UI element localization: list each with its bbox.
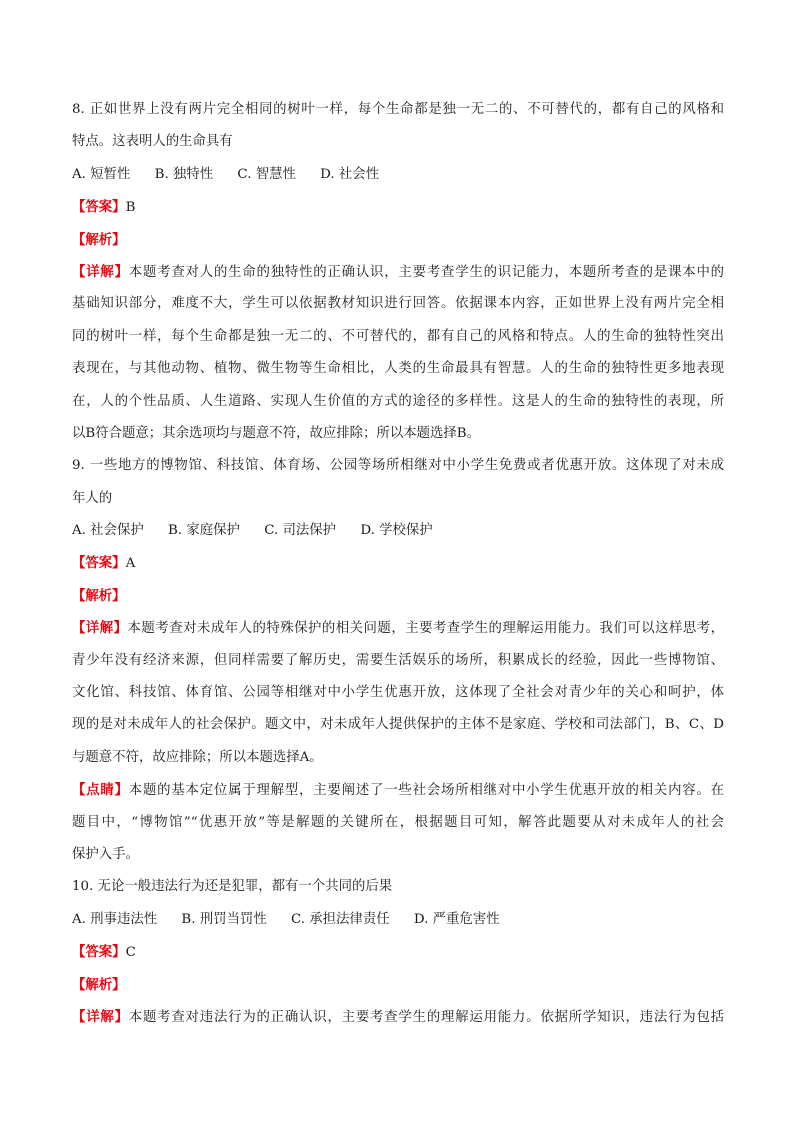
answer-value: A (125, 556, 136, 572)
option-d: D. 严重危害性 (413, 911, 500, 927)
option-b: B. 刑罚当罚性 (181, 911, 267, 927)
detail-line: 【详解】本题考查对未成年人的特殊保护的相关问题，主要考查学生的理解运用能力。我们可以这样思考， (72, 620, 724, 637)
detail-line: 表现在，与其他动物、植物、微生物等生命相比，人类的生命最具有智慧。人的生命的独特性更多地表现 (72, 361, 724, 377)
points-line: 保护入手。 (72, 846, 139, 862)
analysis-tag: 【解析】 (72, 587, 126, 604)
question-stem-line: 年人的 (72, 490, 113, 506)
option-b: B. 家庭保护 (168, 523, 240, 539)
detail-line: 现的是对未成年人的社会保护。题文中，对未成年人提供保护的主体不是家庭、学校和司法部门，B、C、D (72, 717, 724, 733)
detail-line: 【详解】本题考查对违法行为的正确认识，主要考查学生的理解运用能力。依据所学知识，违法行为包括 (72, 1008, 724, 1025)
analysis-tag: 【解析】 (72, 231, 126, 248)
analysis-tag: 【解析】 (72, 976, 126, 993)
question-stem-line: 8. 正如世界上没有两片完全相同的树叶一样，每个生命都是独一无二的、不可替代的，都有自己的风格和 (72, 102, 724, 117)
answer-tag: 【答案】 (72, 944, 126, 961)
analysis-row (72, 224, 724, 256)
options-row (72, 904, 724, 936)
points-tag: 【点睛】 (72, 782, 129, 799)
option-a: A. 刑事违法性 (72, 911, 158, 927)
detail-line: 文化馆、科技馆、体育馆、公园等相继对中小学生优惠开放，这体现了全社会对青少年的关心和呵护，体 (72, 685, 724, 701)
answer-row (72, 547, 724, 579)
document-page (72, 94, 724, 1033)
detail-line: 青少年没有经济来源，但同样需要了解历史，需要生活娱乐的场所，积累成长的经验，因此一些博物馆、 (72, 652, 724, 668)
option-c: C. 承担法律责任 (290, 911, 390, 927)
question-8 (72, 94, 724, 450)
detail-line: 与题意不符，故应排除；所以本题选择A。 (72, 749, 323, 765)
question-9 (72, 450, 724, 871)
detail-tag: 【详解】 (72, 620, 128, 637)
question-stem-line: 9. 一些地方的博物馆、科技馆、体育场、公园等场所相继对中小学生免费或者优惠开放。这体现了对未成 (72, 458, 724, 474)
points-line: 题目中，“博物馆”“优惠开放”等是解题的关键所在，根据题目可知，解答此题要从对未成年人的社会 (72, 814, 724, 830)
answer-tag: 【答案】 (72, 199, 126, 216)
question-10 (72, 871, 724, 1033)
analysis-row (72, 580, 724, 612)
detail-line: 基础知识部分，难度不大，学生可以依据教材知识进行回答。依据课本内容，正如世界上没有两片完全相 (72, 296, 724, 312)
detail-tag: 【详解】 (72, 1008, 129, 1025)
analysis-row (72, 969, 724, 1001)
option-d: D. 社会性 (320, 166, 380, 182)
answer-row (72, 936, 724, 968)
detail-line: 【详解】本题考查对人的生命的独特性的正确认识，主要考查学生的识记能力，本题所考查的是课本中的 (72, 263, 724, 280)
option-b: B. 独特性 (154, 166, 214, 182)
detail-tag: 【详解】 (72, 263, 129, 280)
detail-line: 在，人的个性品质、人生道路、实现人生价值的方式的途径的多样性。这是人的生命的独特性的表现，所 (72, 393, 724, 409)
option-d: D. 学校保护 (360, 523, 433, 539)
option-a: A. 短暂性 (72, 166, 131, 182)
question-stem-line: 特点。这表明人的生命具有 (72, 134, 233, 150)
option-c: C. 智慧性 (237, 166, 296, 182)
answer-value: B (125, 200, 136, 216)
detail-line: 同的树叶一样，每个生命都是独一无二的、不可替代的，都有自己的风格和特点。人的生命的独特性突出 (72, 328, 724, 344)
detail-line: 以B符合题意；其余选项均与题意不符，故应排除；所以本题选择B。 (72, 425, 481, 441)
answer-tag: 【答案】 (72, 555, 126, 572)
answer-value: C (125, 945, 136, 961)
answer-row (72, 191, 724, 223)
question-stem-line: 10. 无论一般违法行为还是犯罪，都有一个共同的后果 (72, 879, 393, 895)
points-line: 【点睛】本题的基本定位属于理解型，主要阐述了一些社会场所相继对中小学生优惠开放的相关内容。在 (72, 782, 724, 799)
options-row (72, 515, 724, 547)
options-row (72, 159, 724, 191)
option-c: C. 司法保护 (264, 523, 337, 539)
option-a: A. 社会保护 (72, 523, 144, 539)
